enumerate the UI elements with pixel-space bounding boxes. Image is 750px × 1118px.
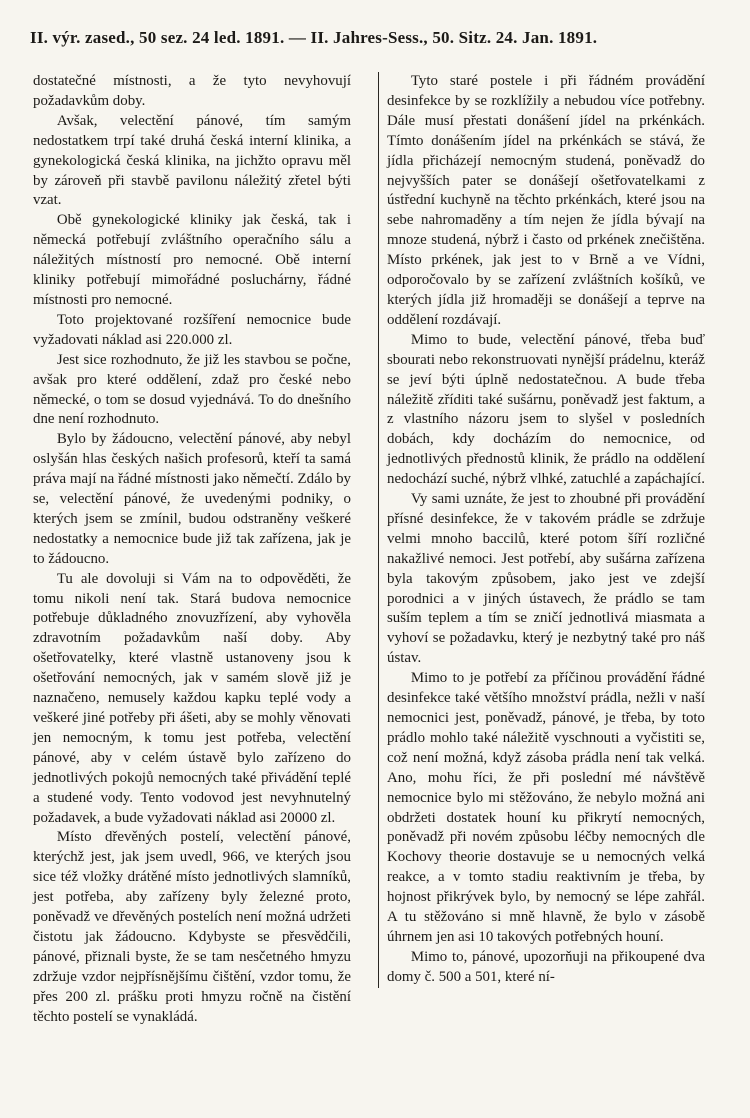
right-column — [378, 72, 705, 988]
paragraph: Mimo to, pánové, upozorňuji na přikoupené dva domy č. 500 a 501, které ní- — [387, 948, 705, 985]
page-header: II. výr. zased., 50 sez. 24 led. 1891. — II. Jahres-Sess., 50. Sitz. 24. Jan. 1891. — [30, 28, 598, 47]
paragraph: Vy sami uznáte, že jest to zhoubné při provádění přísné desinfekce, že v takovém prádle se zdržuje velmi mnoho baccilů, které potom šíří rozličné nakažlivé nemoci. Jest potřebí, aby sušárna zařízena byla takovým způsobem, jako jest ve zdejší porodnici a v jiných ústavech, že prádlo se tam suším teplem a tím se zničí jednotlivá miasmata a vyhoví se požadavku, který je nezbytný také pro náš ústav. — [387, 491, 705, 667]
paragraph: Mimo to bude, velectění pánové, třeba buď sbourati nebo rekonstruovati nynější prádelnu, kteráž se jeví býti úplně nedostatečnou. A bude třeba náležitě zříditi také sušárnu, poněvadž jest faktum, a z vlastního názoru jsem to slyšel v posledních dobách, kdy docházím do nemocnice, od jednotlivých přednostů klinik, že prádlo na oddělení nedochází suché, nýbrž vlhké, zatuchlé a zapáchající. — [387, 331, 705, 488]
paragraph: Avšak, velectění pánové, tím samým nedostatkem trpí také druhá česká interní klinika, a gynekologická česká klinika, na jichžto opravu měl by zároveň při stavbě pavilonu náležitý zřetel býti vzat. — [33, 112, 351, 209]
paragraph: Toto projektované rozšíření nemocnice bude vyžadovati náklad asi 220.000 zl. — [33, 311, 351, 348]
left-column — [33, 72, 351, 1028]
paragraph: Bylo by žádoucno, velectění pánové, aby nebyl oslyšán hlas českých našich profesorů, kteří ta samá práva mají na řádné místnosti jako němečtí. Zdálo by se, velectění pánové, že uvedenými podniky, o kterých jsem se zmínil, budou odstraněny veškeré nedostatky a nemocnice bude již tak zařízena, jak je to žádoucno. — [33, 431, 351, 567]
paragraph: Mimo to je potřebí za příčinou provádění řádné desinfekce také většího množství prádla, nežli v naší nemocnici jest, poněvadž, pánové, je třeba, by toto prádlo mohlo také náležitě vyschnouti a vyčistiti se, což není možná, když zásoba prádla není tak velká. Ano, mohu říci, že při poslední mé návštěvě nemocnice bylo mi stěžováno, že nebylo možná ani obdržeti dostatek houní ku přikrytí nemocných, poněvadž při novém způsobu léčby nemocných dle Kochovy theorie dostavuje se u nemocných velká reakce, a v tomto stadiu reaktivním je třeba, by hojnost přikrývek bylo, by nemocný se lépe zahřál. A tu stěžováno si mně hlavně, že bylo v zásobě úhrnem jen asi 10 takových potřebných houní. — [387, 670, 705, 945]
paragraph: Tu ale dovoluji si Vám na to odpověděti, že tomu nikoli není tak. Stará budova nemocnice potřebuje důkladného znovuzřízení, aby vyhověla zdravotním požadavkům naší doby. Aby ošetřovatelky, které vlastně ustanoveny jsou k ošetřování nemocných, jak v samém slově již je naznačeno, nemusely každou kapku teplé vody a veškeré jiné potřeby při ášeti, aby se mohly věnovati jen nemocným, k tomu jest potřeba, velectění pánové, aby v celém ústavě bylo zařízeno do jednotlivých pokojů nemocných také přivádění teplé a studené vody. Tento vodovod jest nevyhnutelný požadavek, a bude vyžadovati náklad asi 20000 zl. — [33, 570, 351, 826]
paragraph: Jest sice rozhodnuto, že již les stavbou se počne, avšak pro které oddělení, zdaž pro české nebo německé, o tom se dosud vyjednává. To do dnešního dne není rozhodnuto. — [33, 351, 351, 428]
paragraph: dostatečné místnosti, a že tyto nevyhovují požadavkům doby. — [33, 73, 351, 109]
paragraph: Tyto staré postele i při řádném provádění desinfekce by se rozklížily a nebudou více potřebny. Dále musí přestati donášení jídel na prkénkách. Tímto donášením jídel na prkénkách se stává, že jídla přicházejí nemocným studená, poněvadž do nejvyšších pater se donášejí ošetřovatelkami z ústřední kuchyně na těchto prkénkách, které jsou na sebe nahromaděny a tím nejen že jídla bývají na mnoze studená, nýbrž i často od prkének znečištěna. Místo prkének, jak jest to v Brně a ve Vídni, odporočovalo by se zařízení zvláštních košíků, ve kterých jídla již hromaději se donášejí a teprve na oddělení rozdávají. — [387, 73, 705, 328]
paragraph: Obě gynekologické kliniky jak česká, tak i německá potřebují zvláštního operačního sálu a náležitých místností pro nemocné. Obě interní kliniky potřebují mimořádné posluchárny, řádné místnosti pro nemocné. — [33, 212, 351, 308]
paragraph: Místo dřevěných postelí, velectění pánové, kterýchž jest, jak jsem uvedl, 966, ve kterých jsou sice též vložky drátěné místo jednotlivých slamníků, jest potřeba, aby zařízeny byly železné proto, poněvadž ve dřevěných postelích není možná udržeti čistotu jak žádoucno. Kdybyste se přesvědčili, pánové, přiznali byste, že se tam nesčetného hmyzu zdržuje vzdor nejpřísnějšímu čištění, vzdor tomu, že přes 200 zl. prášku proti hmyzu ročně na čistění těchto postelí se vynakládá. — [33, 829, 351, 1025]
